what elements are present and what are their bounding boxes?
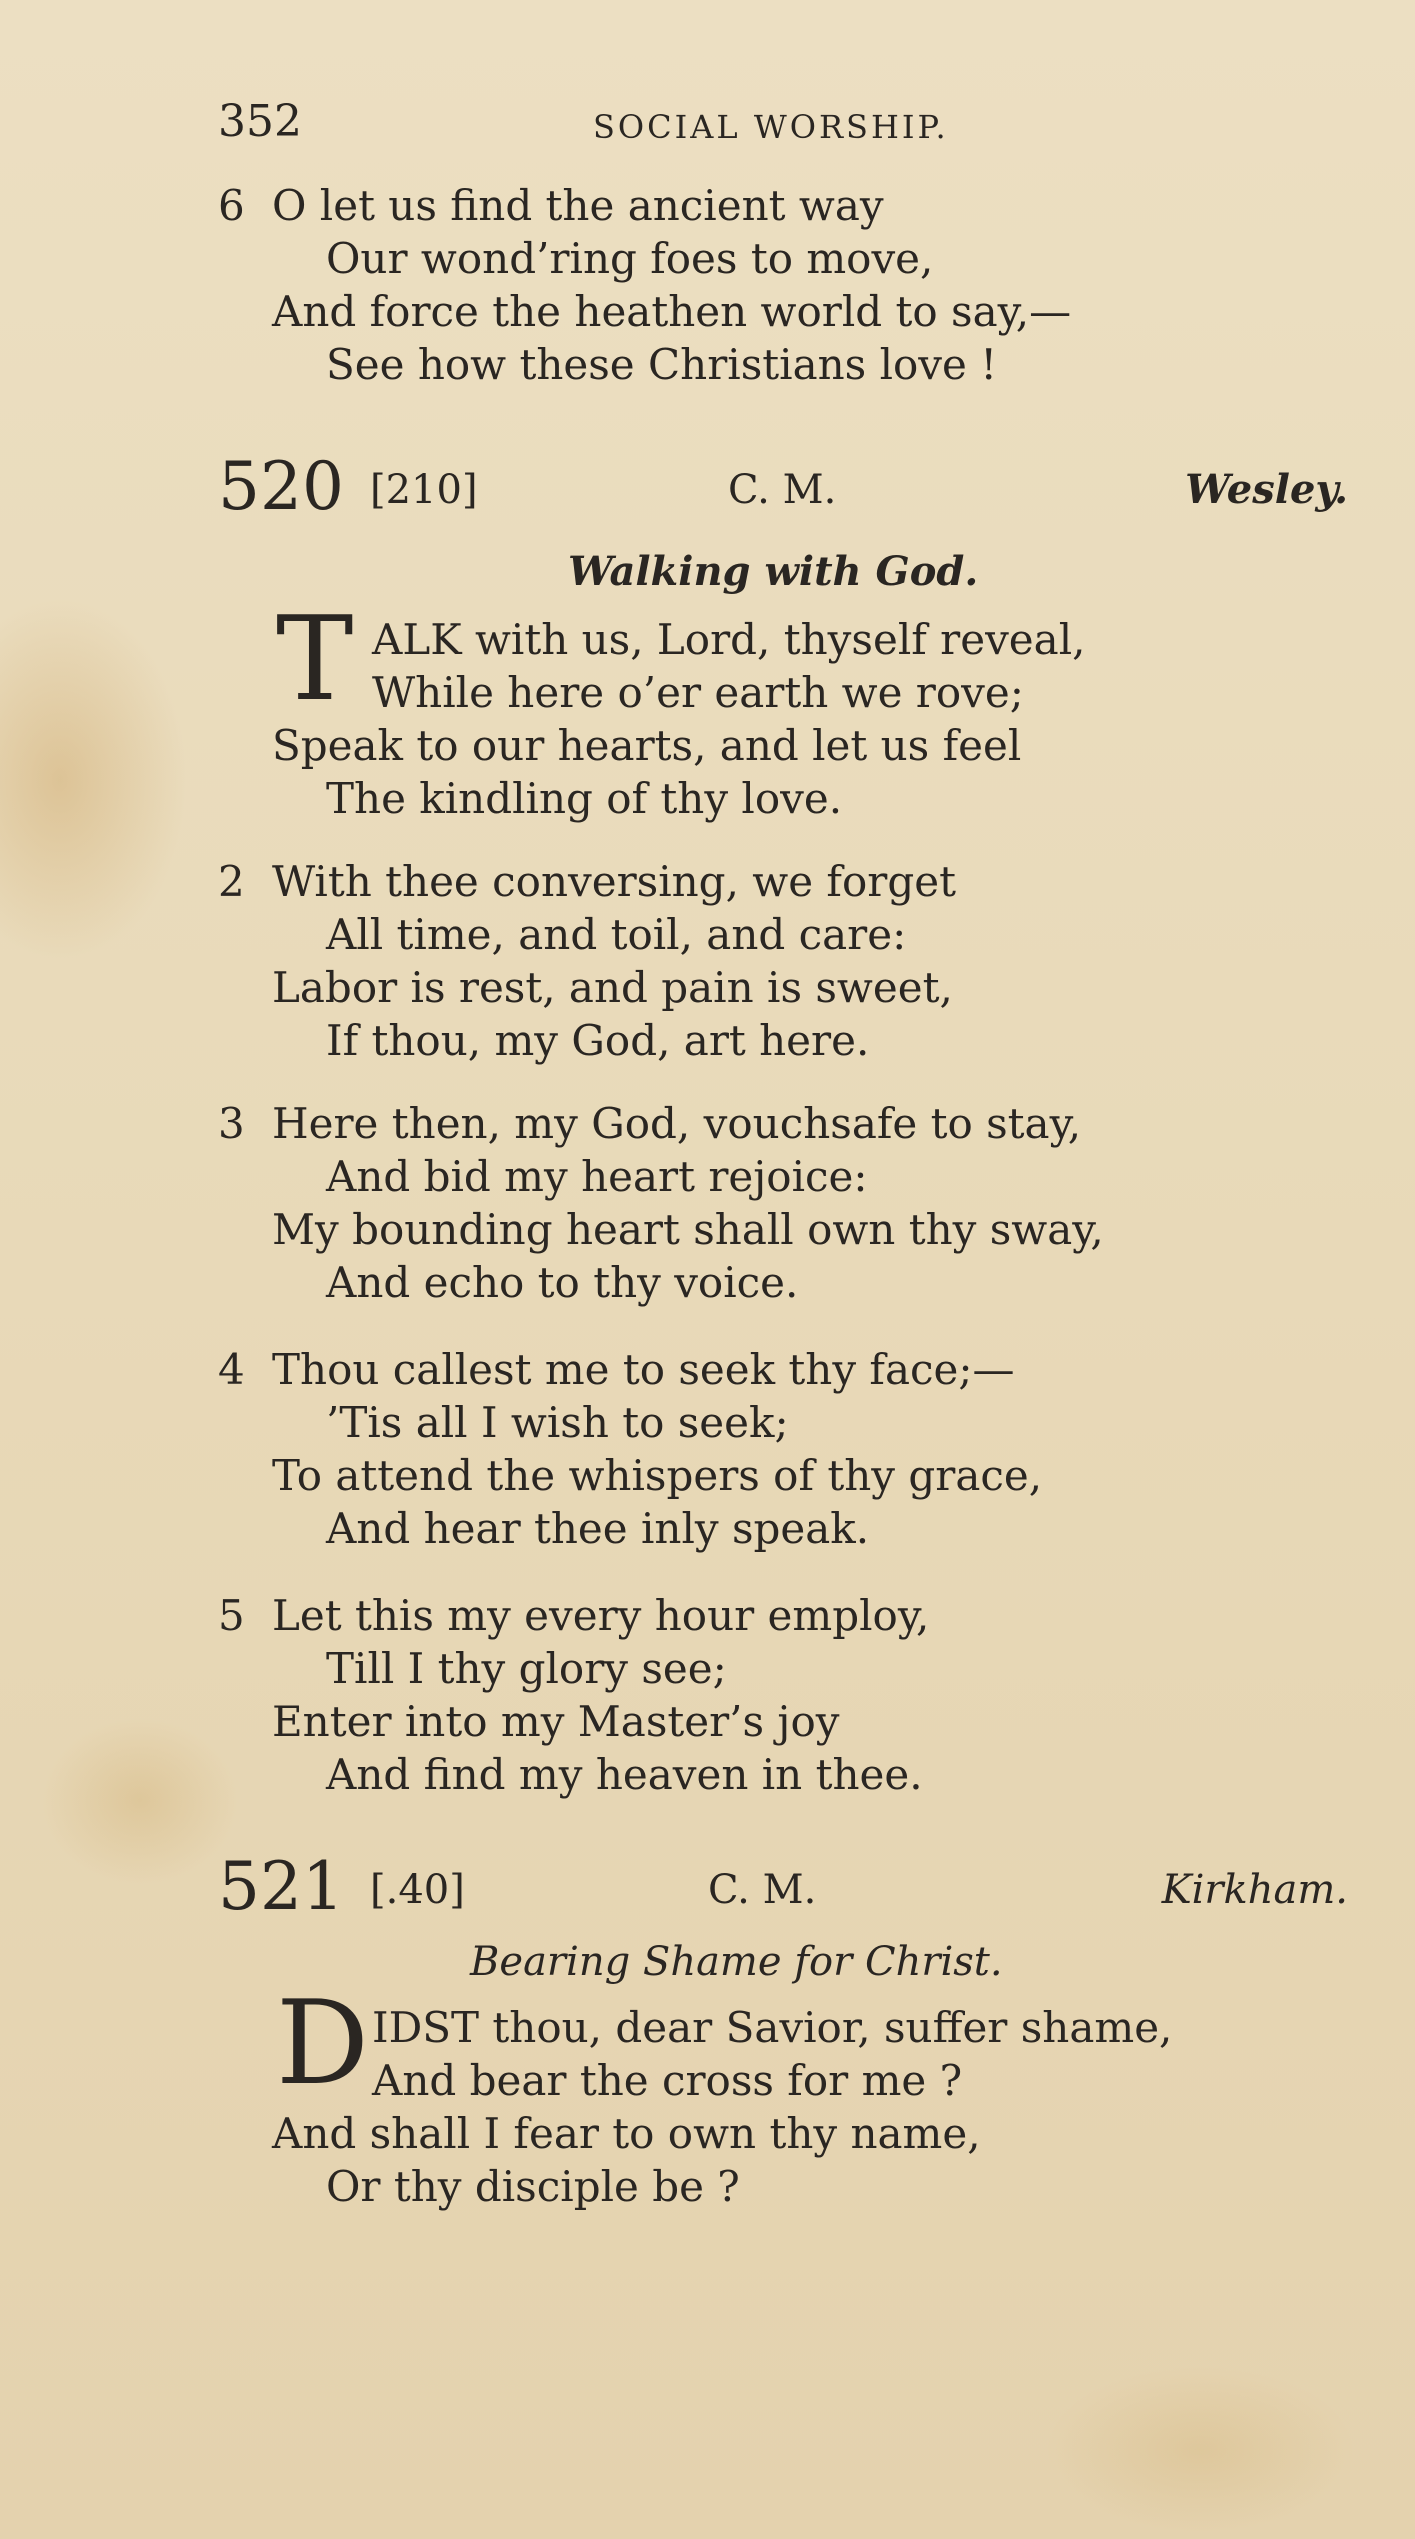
drop-cap: D [276, 1976, 370, 2111]
verse-line: Thou callest me to seek thy face;— [272, 1345, 1015, 1394]
hymn-alt-number: [210] [370, 467, 478, 513]
hymn-alt-number: [.40] [370, 1867, 465, 1913]
verse-line: To attend the whispers of thy grace, [272, 1451, 1043, 1500]
verse-line: ’Tis all I wish to seek; [326, 1398, 789, 1447]
hymn-subtitle: Bearing Shame for Christ. [470, 1939, 1003, 1985]
verse-line: Labor is rest, and pain is sweet, [272, 963, 953, 1012]
verse-number: 3 [218, 1099, 245, 1148]
hymn-tune: Wesley. [1185, 466, 1348, 513]
verse-number: 4 [218, 1345, 245, 1394]
verse-line: And hear thee inly speak. [326, 1504, 870, 1553]
verse-number: 6 [218, 181, 245, 230]
verse-line: And force the heathen world to say,— [272, 287, 1072, 336]
verse-line: The kindling of thy love. [326, 774, 843, 823]
hymn-number: 521 [218, 1848, 344, 1925]
verse-line: Enter into my Master’s joy [272, 1697, 840, 1746]
hymn-tune: Kirkham. [1161, 1867, 1348, 1913]
verse-number: 2 [218, 857, 245, 906]
verse-line: And find my heaven in thee. [326, 1750, 923, 1799]
verse-line: If thou, my God, art here. [326, 1016, 870, 1065]
verse-line: Speak to our hearts, and let us feel [272, 721, 1022, 770]
drop-cap: T [276, 592, 354, 727]
page-number: 352 [218, 96, 302, 147]
verse-line: O let us find the ancient way [272, 181, 884, 230]
hymn-subtitle: Walking with God. [568, 548, 979, 595]
verse-line: Our wond’ring foes to move, [326, 234, 934, 283]
verse-line: See how these Christians love ! [326, 340, 998, 389]
hymn-meter: C. M. [708, 1867, 817, 1913]
verse-line: And bear the cross for me ? [372, 2056, 963, 2105]
verse-line: Or thy disciple be ? [326, 2162, 740, 2211]
verse-line: My bounding heart shall own thy sway, [272, 1205, 1104, 1254]
verse-line: ALK with us, Lord, thyself reveal, [372, 615, 1086, 664]
verse-line: And echo to thy voice. [326, 1258, 799, 1307]
verse-line: With thee conversing, we forget [272, 857, 956, 906]
hymn-meter: C. M. [728, 467, 837, 513]
hymn-header [218, 448, 1348, 525]
verse-line: Let this my every hour employ, [272, 1591, 930, 1640]
hymn-header [218, 1848, 1348, 1925]
verse-line: While here o’er earth we rove; [372, 668, 1024, 717]
verse-line: And bid my heart rejoice: [326, 1152, 868, 1201]
hymn-number: 520 [218, 448, 344, 525]
verse-line: All time, and toil, and care: [326, 910, 907, 959]
running-title: SOCIAL WORSHIP. [593, 108, 949, 146]
verse-line: Till I thy glory see; [326, 1644, 727, 1693]
running-head [218, 96, 1348, 156]
verse-line: Here then, my God, vouchsafe to stay, [272, 1099, 1082, 1148]
verse-line: And shall I fear to own thy name, [272, 2109, 981, 2158]
verse-number: 5 [218, 1591, 245, 1640]
verse-line: IDST thou, dear Savior, suffer shame, [372, 2003, 1173, 2052]
